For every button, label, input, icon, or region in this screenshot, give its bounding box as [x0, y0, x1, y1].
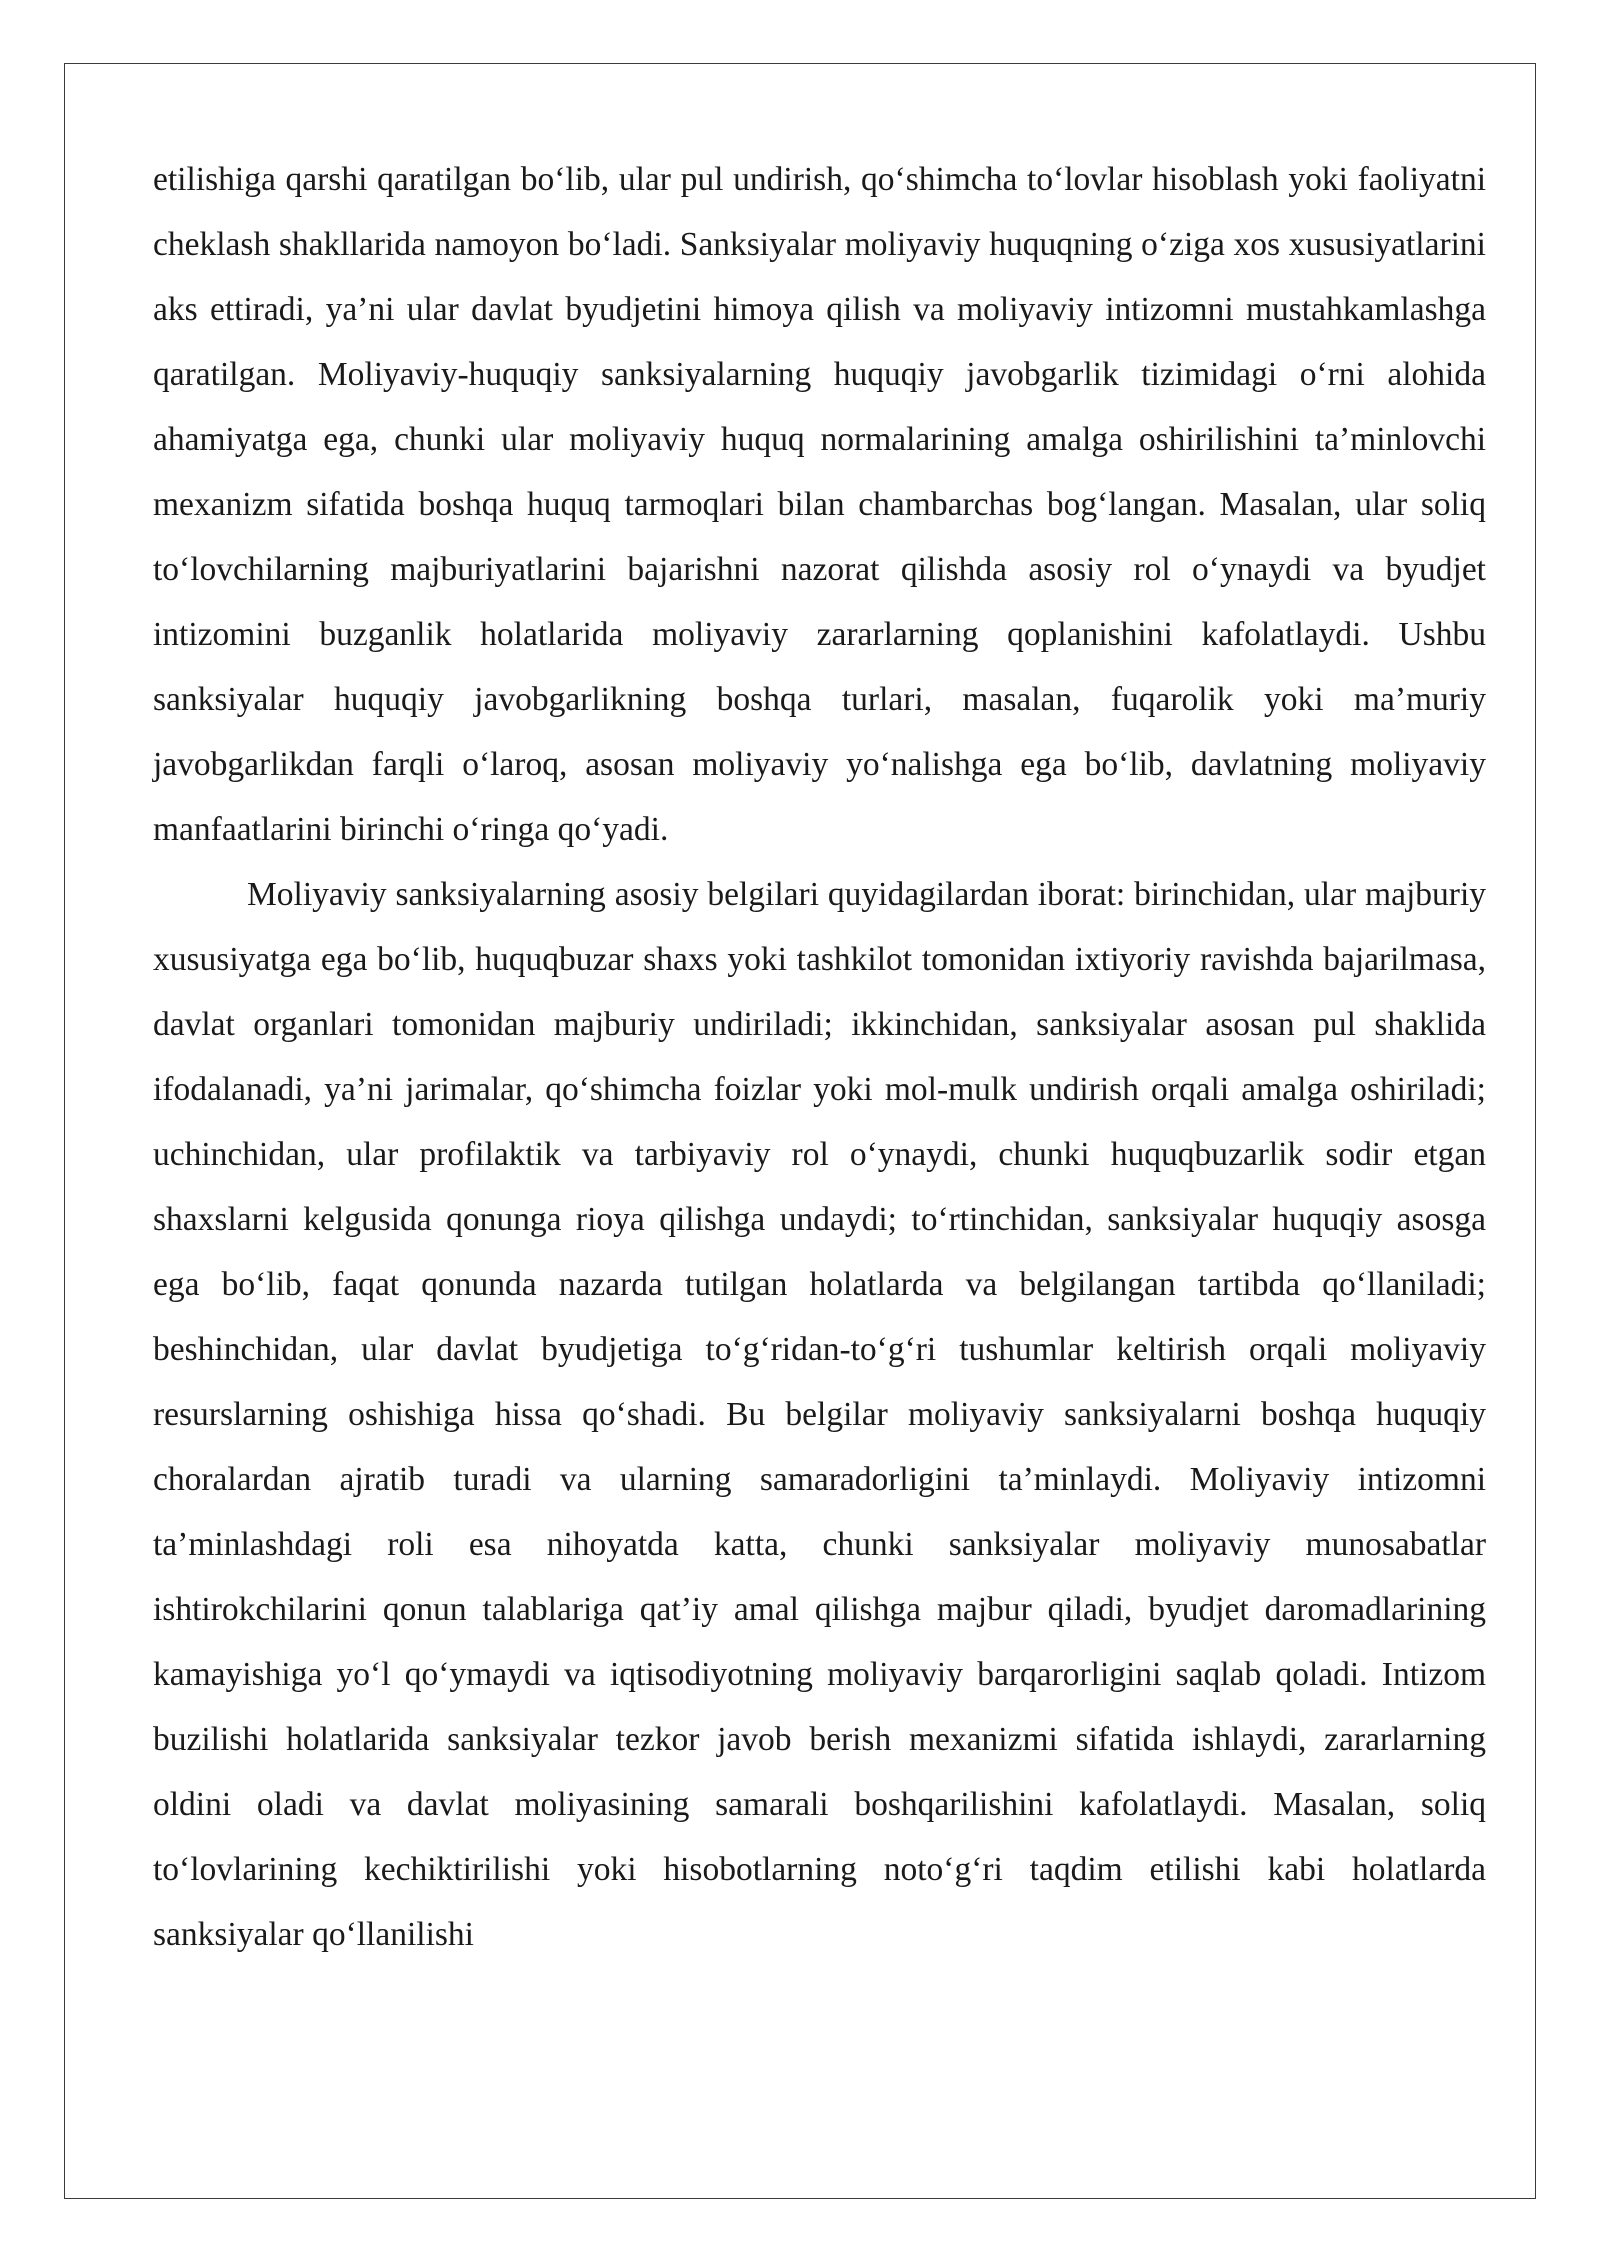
paragraph-sanction-features: Moliyaviy sanksiyalarning asosiy belgilari quyidagilardan iborat: birinchidan, ular majburiy xususiyatga ega bo‘lib, huquqbuzar shaxs yoki tashkilot tomonidan ixtiyoriy ravishda bajarilmasa, davlat organlari tomonidan majburiy undiriladi; ikkinchidan, sanksiyalar asosan pul shaklida ifodalanadi, ya’ni jarimalar, qo‘shimcha foizlar yoki mol-mulk undirish orqali amalga oshiriladi; uchinchidan, ular profilaktik va tarbiyaviy rol o‘ynaydi, chunki huquqbuzarlik sodir etgan shaxslarni kelgusida qonunga rioya qilishga undaydi; to‘rtinchidan, sanksiyalar huquqiy asosga ega bo‘lib, faqat qonunda nazarda tutilgan holatlarda va belgilangan tartibda qo‘llaniladi; beshinchidan, ular davlat byudjetiga to‘g‘ridan-to‘g‘ri tushumlar keltirish orqali moliyaviy resurslarning oshishiga hissa qo‘shadi. Bu belgilar moliyaviy sanksiyalarni boshqa huquqiy choralardan ajratib turadi va ularning samaradorligini ta’minlaydi. Moliyaviy intizomni ta’minlashdagi roli esa nihoyatda katta, chunki sanksiyalar moliyaviy munosabatlar ishtirokchilarini qonun talablariga qat’iy amal qilishga majbur qiladi, byudjet daromadlarining kamayishiga yo‘l qo‘ymaydi va iqtisodiyotning moliyaviy barqarorligini saqlab qoladi. Intizom buzilishi holatlarida sanksiyalar tezkor javob berish mexanizmi sifatida ishlaydi, zararlarning oldini oladi va davlat moliyasining samarali boshqarilishini kafolatlaydi. Masalan, soliq to‘lovlarining kechiktirilishi yoki hisobotlarning noto‘g‘ri taqdim etilishi kabi holatlarda sanksiyalar qo‘llanilishi [153, 876, 1486, 1953]
paragraph-continuation: etilishiga qarshi qaratilgan bo‘lib, ular pul undirish, qo‘shimcha to‘lovlar hisoblash yoki faoliyatni cheklash shakllarida namoyon bo‘ladi. Sanksiyalar moliyaviy huquqning o‘ziga xos xususiyatlarini aks ettiradi, ya’ni ular davlat byudjetini himoya qilish va moliyaviy intizomni mustahkamlashga qaratilgan. Moliyaviy-huquqiy sanksiyalarning huquqiy javobgarlik tizimidagi o‘rni alohida ahamiyatga ega, chunki ular moliyaviy huquq normalarining amalga oshirilishini ta’minlovchi mexanizm sifatida boshqa huquq tarmoqlari bilan chambarchas bog‘langan. Masalan, ular soliq to‘lovchilarning majburiyatlarini bajarishni nazorat qilishda asosiy rol o‘ynaydi va byudjet intizomini buzganlik holatlarida moliyaviy zararlarning qoplanishini kafolatlaydi. Ushbu sanksiyalar huquqiy javobgarlikning boshqa turlari, masalan, fuqarolik yoki ma’muriy javobgarlikdan farqli o‘laroq, asosan moliyaviy yo‘nalishga ega bo‘lib, davlatning moliyaviy manfaatlarini birinchi o‘ringa qo‘yadi. [153, 161, 1486, 848]
document-body [153, 147, 1486, 1967]
